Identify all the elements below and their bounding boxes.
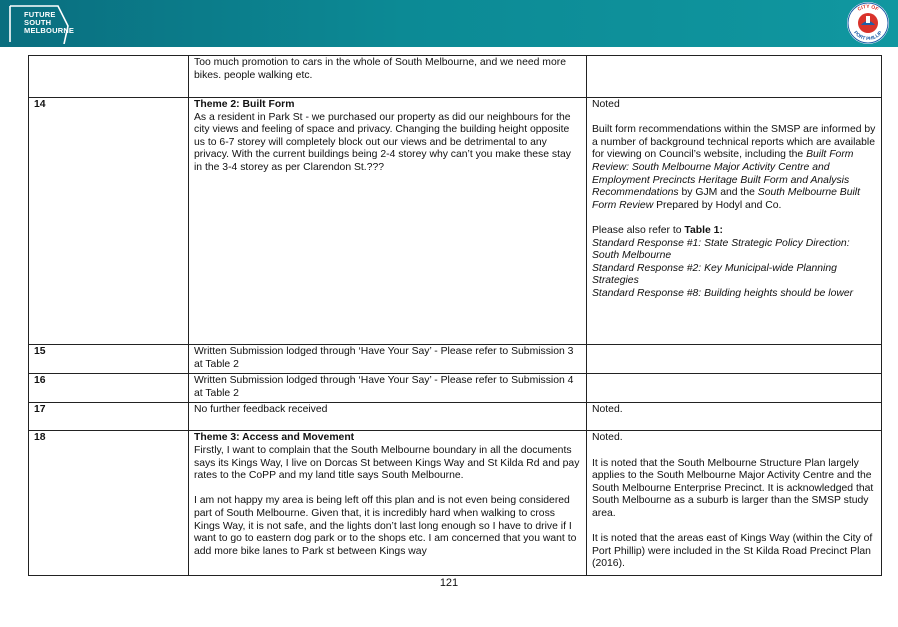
standard-response: Standard Response #2: Key Municipal-wide Planning Strategies bbox=[592, 262, 837, 287]
submission-cell bbox=[189, 56, 587, 98]
standard-response: Standard Response #1: State Strategic Policy Direction: South Melbourne bbox=[592, 237, 850, 262]
response-cell bbox=[587, 56, 882, 98]
table-row bbox=[29, 403, 882, 431]
logo-line: FUTURE bbox=[24, 10, 56, 19]
submission-number-cell: 14 bbox=[29, 98, 189, 345]
response-cell bbox=[587, 98, 882, 345]
theme-heading: Theme 2: Built Form bbox=[194, 99, 295, 110]
response-paragraph: Please also refer to Table 1: bbox=[592, 224, 723, 236]
future-south-melbourne-logo bbox=[6, 4, 86, 44]
response-noted: Noted bbox=[592, 99, 620, 110]
response-cell bbox=[587, 374, 882, 403]
submission-cell bbox=[189, 345, 587, 374]
standard-response: Standard Response #8: Building heights should be lower bbox=[592, 287, 854, 299]
submission-text: Too much promotion to cars in the whole of South Melbourne, and we need more bikes. people walking etc. bbox=[194, 57, 566, 81]
city-of-port-phillip-seal bbox=[846, 1, 890, 45]
response-noted: Noted. bbox=[592, 404, 623, 416]
response-paragraph: It is noted that the areas east of Kings Way (within the City of Port Phillip) were included in the St Kilda Road Precinct Plan (2016). bbox=[592, 533, 873, 570]
submission-cell bbox=[189, 403, 587, 431]
logo-line: MELBOURNE bbox=[24, 26, 75, 35]
logo-line: SOUTH bbox=[24, 18, 52, 27]
submission-text: Written Submission lodged through ‘Have Your Say’ - Please refer to Submission 4 at Table 2 bbox=[194, 375, 574, 399]
submission-text: No further feedback received bbox=[194, 404, 328, 416]
table-row bbox=[29, 345, 882, 374]
response-paragraph: Built form recommendations within the SMSP are informed by a number of background technical reports which are available for viewing on Council’s website, including the Built Form Review: South Melbourne Major Activity Centre and Employment Precincts Heritage Built Form and Analysis Recommendations by GJM and the South Melbourne Built Form Review Prepared by Hodyl and Co. bbox=[592, 124, 876, 211]
response-cell bbox=[587, 431, 882, 576]
submission-text: Firstly, I want to complain that the South Melbourne boundary in all the documents says its Kings Way, I live on Dorcas St between Kings Way and St Kilda Rd and pay rates to the CoPP and my land title says South Melbourne. bbox=[194, 444, 580, 482]
table-row bbox=[29, 98, 882, 345]
submission-number-cell: 18 bbox=[29, 431, 189, 576]
response-paragraph: It is noted that the South Melbourne Structure Plan largely applies to the South Melbourne Major Activity Centre and the South Melbourne Enterprise Precinct. It is acknowledged that South Melbourne as a suburb is larger than the SMSP study area. bbox=[592, 457, 874, 519]
submission-text: Written Submission lodged through ‘Have Your Say’ - Please refer to Submission 3 at Table 2 bbox=[194, 346, 574, 370]
response-cell bbox=[587, 403, 882, 431]
report-title: South Melbourne Built Form Review bbox=[592, 187, 861, 211]
seal-text-top: CITY OF bbox=[856, 3, 880, 13]
table-row bbox=[29, 374, 882, 403]
submissions-table bbox=[28, 55, 882, 576]
page-number: 121 bbox=[439, 577, 459, 589]
submission-number-cell bbox=[29, 56, 189, 98]
submission-number-cell: 16 bbox=[29, 374, 189, 403]
submission-text: As a resident in Park St - we purchased our property as did our neighbours for the city views and feeling of space and privacy. Changing the building height opposite us to 6-7 storey will completely block out our views and be detrimental to any privacy. With the current buildings being 2-4 storey why can’t you make these stay in the 3-4 storey as per Clarendon St.??? bbox=[194, 111, 571, 173]
submission-number-cell: 17 bbox=[29, 403, 189, 431]
theme-heading: Theme 3: Access and Movement bbox=[194, 432, 355, 444]
report-title: Built Form Review: South Melbourne Major Activity Centre and Employment Precincts Heritage Built Form and Analysis Recommendations bbox=[592, 149, 854, 199]
table-row bbox=[29, 56, 882, 98]
table-row bbox=[29, 431, 882, 576]
submission-number-cell: 15 bbox=[29, 345, 189, 374]
response-noted: Noted. bbox=[592, 432, 623, 444]
submission-cell bbox=[189, 98, 587, 345]
submission-cell bbox=[189, 374, 587, 403]
header-banner bbox=[0, 0, 898, 47]
table-reference: Table 1: bbox=[684, 224, 723, 236]
submission-text: I am not happy my area is being left off this plan and is not even being considered part of South Melbourne. Given that, it is incredibly hard when walking to cross Kings Way, it is not safe, and the lights don’t last long enough so I have to drive if I want to go to eastern dog park or to the shops etc. I am concerned that you want to add more bike lanes to Park st between Kings way bbox=[194, 495, 577, 557]
seal-text-bottom: PORT PHILLIP bbox=[852, 30, 884, 43]
submission-cell bbox=[189, 431, 587, 576]
response-cell bbox=[587, 345, 882, 374]
